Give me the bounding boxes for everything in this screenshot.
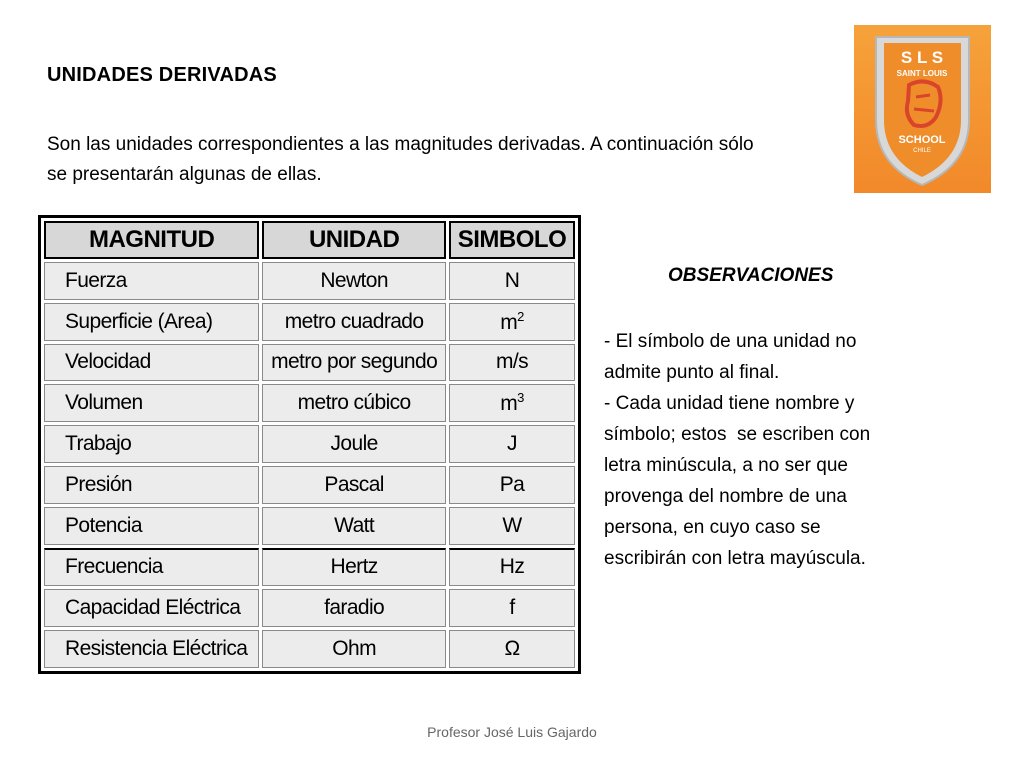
table-header-row <box>44 221 575 259</box>
symbol-text: J <box>507 432 517 456</box>
intro-text: Son las unidades correspondientes a las magnitudes derivadas. A continuación sólo se presentarán algunas de ellas. <box>47 134 754 185</box>
symbol-exponent: 3 <box>517 390 524 406</box>
observation-line: admite punto al final. <box>604 362 780 383</box>
cell-unidad: Newton <box>262 262 446 300</box>
symbol-text: m <box>500 392 518 416</box>
cell-unidad: Hertz <box>262 548 446 587</box>
header-magnitud: MAGNITUD <box>44 221 259 259</box>
cell-magnitud: Frecuencia <box>44 548 259 587</box>
observation-line: persona, en cuyo caso se <box>604 517 821 538</box>
cell-simbolo <box>449 262 575 300</box>
cell-simbolo <box>449 466 575 504</box>
symbol-text: N <box>504 268 520 292</box>
logo-text-mid: SAINT LOUIS <box>896 69 948 78</box>
cell-magnitud: Velocidad <box>44 344 259 382</box>
header-simbolo: SIMBOLO <box>449 221 575 259</box>
cell-magnitud: Potencia <box>44 507 259 545</box>
symbol-text: Ω <box>504 637 520 661</box>
cell-simbolo <box>449 384 575 422</box>
observations-title: OBSERVACIONES <box>668 265 834 286</box>
observation-line: letra minúscula, a no ser que <box>604 455 848 476</box>
cell-simbolo <box>449 630 575 668</box>
cell-unidad: metro cúbico <box>262 384 446 422</box>
table-row <box>44 589 575 627</box>
cell-unidad: Ohm <box>262 630 446 668</box>
derived-units-table <box>38 215 581 674</box>
symbol-text: f <box>509 596 515 620</box>
table-row <box>44 630 575 668</box>
cell-magnitud: Capacidad Eléctrica <box>44 589 259 627</box>
cell-simbolo <box>449 344 575 382</box>
cell-simbolo <box>449 303 575 341</box>
cell-simbolo <box>449 589 575 627</box>
cell-unidad: metro por segundo <box>262 344 446 382</box>
slide-footer: Profesor José Luis Gajardo <box>427 724 597 740</box>
observation-line: escribirán con letra mayúscula. <box>604 548 866 569</box>
cell-simbolo <box>449 425 575 463</box>
school-logo <box>854 25 991 193</box>
observation-line: provenga del nombre de una <box>604 486 847 507</box>
observation-line: símbolo; estos se escriben con <box>604 424 871 445</box>
cell-unidad: Pascal <box>262 466 446 504</box>
cell-magnitud: Trabajo <box>44 425 259 463</box>
cell-unidad: Watt <box>262 507 446 545</box>
header-unidad: UNIDAD <box>262 221 446 259</box>
symbol-text: m <box>500 310 518 334</box>
symbol-exponent: 2 <box>517 308 524 324</box>
table-row <box>44 548 575 587</box>
shield-logo-icon <box>854 25 991 193</box>
table-row <box>44 425 575 463</box>
cell-magnitud: Presión <box>44 466 259 504</box>
table-row <box>44 384 575 422</box>
symbol-text: m/s <box>495 350 529 374</box>
observations-body <box>604 326 944 574</box>
logo-text-school: SCHOOL <box>898 134 946 146</box>
table-row <box>44 507 575 545</box>
symbol-text: W <box>502 513 522 537</box>
logo-text-country: CHILE <box>913 148 931 154</box>
slide-heading: UNIDADES DERIVADAS <box>47 64 277 86</box>
cell-simbolo <box>449 548 575 587</box>
table-row <box>44 466 575 504</box>
cell-simbolo <box>449 507 575 545</box>
cell-unidad: metro cuadrado <box>262 303 446 341</box>
cell-magnitud: Resistencia Eléctrica <box>44 630 259 668</box>
cell-magnitud: Fuerza <box>44 262 259 300</box>
observation-line: - El símbolo de una unidad no <box>604 331 857 352</box>
logo-text-top: S L S <box>900 48 944 67</box>
table-row <box>44 303 575 341</box>
cell-unidad: faradio <box>262 589 446 627</box>
cell-magnitud: Volumen <box>44 384 259 422</box>
cell-unidad: Joule <box>262 425 446 463</box>
table-row <box>44 262 575 300</box>
symbol-text: Pa <box>499 472 525 496</box>
symbol-text: Hz <box>499 555 525 579</box>
table-row <box>44 344 575 382</box>
cell-magnitud: Superficie (Area) <box>44 303 259 341</box>
observation-line: - Cada unidad tiene nombre y <box>604 393 855 414</box>
